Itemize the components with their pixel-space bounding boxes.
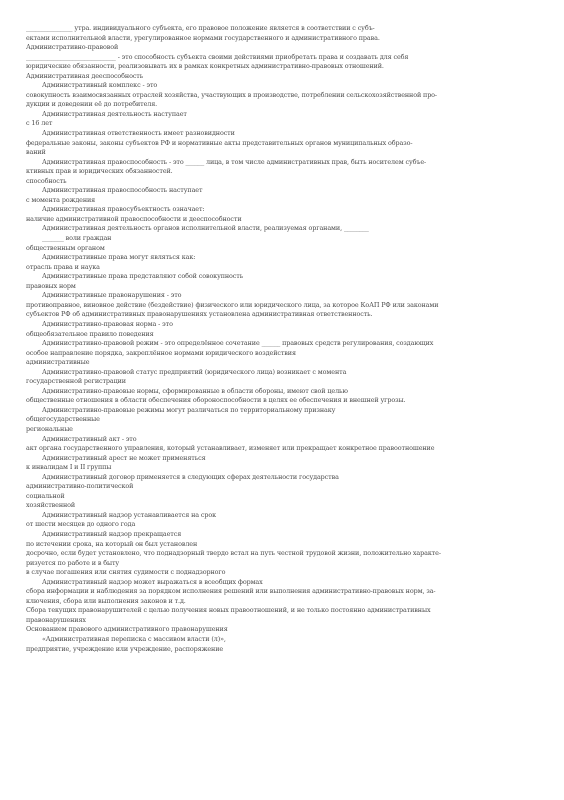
text-line: региональные: [26, 424, 73, 433]
text-line: ризуется по работе и в быту: [26, 558, 120, 567]
text-line: _____________________________ - это способность субъекта своими действиями приобретать права и создавать для себя: [26, 52, 409, 61]
text-line: федеральные законы, законы субъектов РФ и нормативные акты представительных органов муниципальных образо-: [26, 138, 413, 147]
text-line: Административная деятельность органов исполнительной власти, реализуемая органами, ________: [42, 224, 369, 233]
text-line: Административно-правовой: [26, 43, 119, 52]
text-line: отрасль права и наука: [26, 262, 100, 271]
text-line: Административная деятельность наступает: [42, 109, 187, 118]
text-line: административно-политической: [26, 482, 134, 491]
text-line: Основанием правового административного правонарушения: [26, 625, 228, 634]
text-line: ключения, сбора или выполнения законов и т.д.: [26, 596, 186, 605]
text-line: Административный надзор может выражаться в всеобщих формах: [42, 577, 263, 586]
text-line: Административно-правовой статус предприятий (юридического лица) возникает с момента: [42, 367, 347, 376]
text-line: Административный акт - это: [42, 434, 137, 443]
text-line: к инвалидам I и II группы: [26, 463, 112, 472]
text-line: общественным органом: [26, 243, 105, 252]
text-line: способность: [26, 176, 67, 185]
text-line: акт органа государственного управления, который устанавливает, изменяет или прекращает конкретное правоотношение: [26, 444, 435, 453]
text-line: правонарушениях: [26, 615, 86, 624]
text-line: ектами исполнительной власти, урегулированное нормами государственного и административного права.: [26, 33, 380, 42]
text-line: Административный договор применяется в следующих сферах деятельности государства: [42, 472, 339, 481]
text-line: Административная дееспособность: [26, 71, 144, 80]
text-line: по истечении срока, на который он был установлен: [26, 539, 198, 548]
text-line: в случае погашения или снятия судимости с поднадзорного: [26, 568, 226, 577]
text-line: предприятие, учреждение или учреждение, распоряжение: [26, 644, 224, 653]
text-line: Административный надзор прекращается: [42, 529, 182, 538]
text-line: Административно-правовая норма - это: [42, 319, 173, 328]
text-line: правовых норм: [26, 281, 76, 290]
text-line: социальной: [26, 491, 65, 500]
text-line: досрочно, если будет установлено, что поднадзорный твердо встал на путь честной трудовой жизни, положительно характе-: [26, 549, 441, 558]
text-line: Административный комплекс - это: [42, 81, 158, 90]
text-line: Административная ответственность имеет разновидности: [42, 129, 235, 138]
text-line: Административная правоспособность наступает: [42, 186, 203, 195]
text-line: Административные права представляют собой совокупность: [42, 272, 244, 281]
text-line: общеобязательное правило поведения: [26, 329, 154, 338]
text-line: с 16 лет: [26, 119, 53, 128]
text-line: Административный надзор устанавливается на срок: [42, 510, 216, 519]
text-line: Административные права могут являться как:: [42, 253, 196, 262]
text-line: сбора информации и наблюдения за порядком исполнения решений или выполнения административно-правовых норм, за-: [26, 587, 436, 596]
text-line: административные: [26, 358, 90, 367]
text-line: дукции и доведении её до потребителя.: [26, 100, 158, 109]
text-line: Административно-правовой режим - это определённое сочетание ______ правовых средств регулирования, создающих: [42, 339, 434, 348]
text-line: совокупность взаимосвязанных отраслей хозяйства, участвующих в производстве, потреблении сельскохозяйственной про-: [26, 90, 437, 99]
text-line: субъектов РФ об административных правонарушениях установлена административная ответственность.: [26, 310, 373, 319]
text-line: хозяйственной: [26, 501, 76, 510]
text-line: Административный арест не может применяться: [42, 453, 206, 462]
text-line: юридические обязанности, реализовывать их в рамках конкретных административно-правовых отношений.: [26, 62, 384, 71]
text-line: _______ воли граждан: [42, 234, 112, 243]
text-line: Административно-правовые нормы, сформированные в области обороны, имеют свой целью: [42, 386, 348, 395]
text-line: «Административная переписка с массивом власти (л)»,: [42, 635, 226, 643]
text-line: ваний: [26, 148, 46, 157]
text-line: от шести месяцев до одного года: [26, 520, 136, 529]
text-line: общегосударственные: [26, 415, 100, 424]
text-line: общественные отношения в области обеспечения обороноспособности в целях ее обеспечения и внешней угрозы.: [26, 396, 406, 405]
text-line: Административные правонарушения - это: [42, 291, 182, 300]
text-line: противоправное, виновное действие (бездействие) физического или юридического лица, за которое КоАП РФ или законами: [26, 300, 439, 309]
text-line: государственной регистрации: [26, 377, 126, 386]
text-line: Административная правоспособность - это ______ лица, в том числе административных прав, быть носителем субъе-: [42, 157, 427, 166]
text-line: наличие административной правоспособности и дееспособности: [26, 214, 242, 223]
text-line: Административная правосубъектность означает:: [42, 205, 205, 214]
text-line: Административно-правовые режимы могут различаться по территориальному признаку: [42, 405, 336, 414]
text-line: особое направление порядка, закреплённое нормами юридического воздействия: [26, 348, 296, 357]
text-line: с момента рождения: [26, 195, 96, 204]
text-line: Сбора текущих правонарушителей с целью получения новых правоотношений, и не только постоянно административных: [26, 606, 431, 615]
text-line: _______________ утра. индивидуального субъекта, его правовое положение является в соответствии с субъ-: [26, 24, 375, 32]
text-line: ктивных прав и юридических обязанностей.: [26, 167, 173, 176]
